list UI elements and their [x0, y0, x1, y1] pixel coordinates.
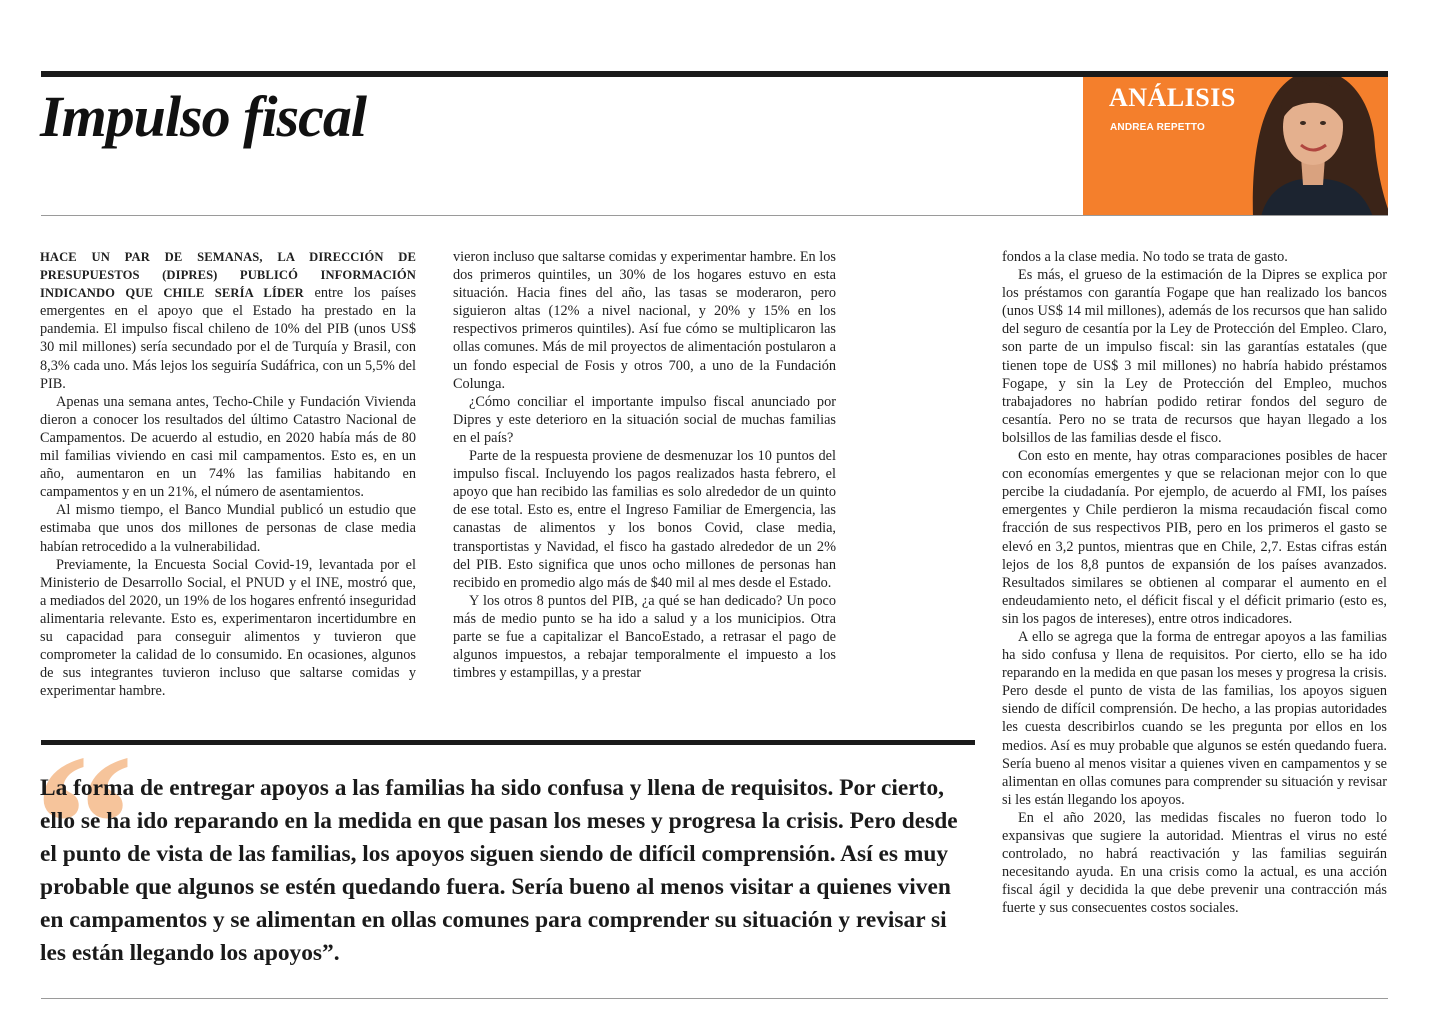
header-rule — [41, 215, 1388, 216]
bottom-rule — [41, 998, 1388, 999]
author-name: ANDREA REPETTO — [1110, 122, 1206, 133]
article-column-1 — [40, 248, 416, 700]
article-paragraph: Parte de la respuesta proviene de desmenuzar los 10 puntos del impulso fiscal. Incluyendo los pagos realizados hasta febrero, el apoyo que han recibido las familias es solo alrededor de un quinto de ese total. Esto es, entre el Ingreso Familiar de Emergencia, las canastas de alimentos y los bonos Covid, clase media, transportistas y Navidad, el fisco ha gastado alrededor de un 2% del PIB. Esto significa que unos ocho millones de personas han recibido en promedio algo más de $40 mil al mes desde el Estado. — [453, 448, 836, 591]
article-paragraph: Es más, el grueso de la estimación de la Dipres se explica por los préstamos con garantía Fogape que han realizado los bancos (unos US$ 14 mil millones), además de los recursos que han salido del seguro de cesantía por la Ley de Protección del Empleo. Claro, son parte de un impulso fiscal: sin las garantías estatales (que tienen tope de US$ 3 mil millones) no habría habido préstamos Fogape, y sin la Ley de Protección del Empleo, muchos trabajadores no habrían podido retirar fondos del seguro de cesantía. Pero no se trata de recursos que hayan llegado a los bolsillos de las familias desde el fisco. — [1002, 267, 1387, 446]
lead-in: HACE UN PAR DE SEMANAS, LA DIRECCIÓN DE PRESUPUESTOS (DIPRES) PUBLICÓ INFORMACIÓN INDICANDO QUE CHILE SERÍA LÍDER — [40, 250, 416, 301]
quote-mark-icon: “ — [34, 714, 134, 935]
article-paragraph: Con esto en mente, hay otras comparaciones posibles de hacer con economías emergentes y que se relacionan mejor con lo que percibe la ciudadanía. Por ejemplo, de acuerdo al FMI, los países emergentes y Chile perdieron la misma recaudación fiscal como fracción de sus respectivos PIB, pero en los primeros el gasto se elevó en 3,2 puntos, mientras que en Chile, 2,7. Estas cifras están lejos de los 8,8 puntos de expansión de los países avanzados. Resultados similares se obtienen al comparar el aumento en el endeudamiento neto, el déficit fiscal y el déficit primario (esto es, sin los pagos de intereses), entre otros indicadores. — [1002, 448, 1387, 627]
article-column-2 — [453, 248, 836, 682]
article-paragraph: En el año 2020, las medidas fiscales no fueron todo lo expansivas que sugiere la autoridad. Mientras el virus no esté controlado, no habrá reactivación y las familias seguirán necesitando ayuda. En una crisis como la actual, es una acción fiscal ágil y decidida la que debe prevenir una contracción más fuerte y sus consecuentes costos sociales. — [1002, 809, 1387, 917]
pull-quote: La forma de entregar apoyos a las familias ha sido confusa y llena de requisitos. Por cierto, ello se ha ido reparando en la medida en que pasan los meses y progresa la crisis. Pero desde el punto de vista de las familias, los apoyos siguen siendo de difícil comprensión. Así es muy probable que algunos se estén quedando fuera. Sería bueno al menos visitar a quienes viven en campamentos y se alimentan en ollas comunes para comprender su situación y revisar si les están llegando los apoyos”. — [40, 775, 958, 966]
article-paragraph: Y los otros 8 puntos del PIB, ¿a qué se han dedicado? Un poco más de medio punto se ha ido a salud y a los municipios. Otra parte se fue a capitalizar el BancoEstado, a retrasar el pago de algunos impuestos, a rebajar temporalmente el impuesto a los timbres y estampillas, y a prestar — [453, 592, 836, 682]
article-paragraph: Apenas una semana antes, Techo-Chile y Fundación Vivienda dieron a conocer los resultados del último Catastro Nacional de Campamentos. De acuerdo al estudio, en 2020 había más de 80 mil familias viviendo en casi mil campamentos. Esto es, en un año, aumentaron en un 74% las familias habitando en campamentos y en un 21%, el número de asentamientos. — [40, 393, 416, 501]
article-paragraph — [40, 248, 416, 393]
author-portrait-icon — [1223, 77, 1388, 215]
article-paragraph: vieron incluso que saltarse comidas y experimentar hambre. En los dos primeros quintiles, un 30% de los hogares estuvo en esta situación. Hacia fines del año, las tasas se moderaron, pero siguieron altas (12% a nivel nacional, y 20% y 15% en los respectivos primeros quintiles). Así fue cómo se multiplicaron las ollas comunes. Más de mil proyectos de alimentación postularon a un fondo especial de Fosis y otros 700, a uno de la Fundación Colunga. — [453, 249, 836, 392]
section-label: ANÁLISIS — [1109, 83, 1236, 112]
article-paragraph: Previamente, la Encuesta Social Covid-19, levantada por el Ministerio de Desarrollo Social, el PNUD y el INE, mostró que, a mediados del 2020, un 19% de los hogares enfrentó inseguridad alimentaria relevante. Esto es, experimentaron incertidumbre en su capacidad para conseguir alimentos y tuvieron que comprometer la calidad de lo consumido. En ocasiones, algunos de sus integrantes tuvieron incluso que saltarse comidas y experimentar hambre. — [40, 556, 416, 700]
pull-quote-rule — [41, 740, 975, 745]
lead-paragraph-text: entre los países emergentes en el apoyo que el Estado ha prestado en la pandemia. El impulso fiscal chileno de 10% del PIB (unos US$ 30 mil millones) sería secundado por el de Turquía y Brasil, con 8,3% cada uno. Más lejos los seguiría Sudáfrica, con un 5,5% del PIB. — [40, 285, 417, 392]
article-paragraph: fondos a la clase media. No todo se trata de gasto. — [1002, 249, 1288, 265]
article-paragraph: Al mismo tiempo, el Banco Mundial publicó un estudio que estimaba que unos dos millones de personas de clase media habían retrocedido a la vulnerabilidad. — [40, 502, 416, 555]
article-paragraph: A ello se agrega que la forma de entregar apoyos a las familias ha sido confusa y llena de requisitos. Por cierto, ello se ha ido reparando en la medida en que pasan los meses y progresa la crisis. Pero desde el punto de vista de las familias, los apoyos siguen siendo de difícil comprensión. De hecho, a las propias autoridades les cuesta describirlos cuando se les pregunta por ellos en los medios. Así es muy probable que algunos se estén quedando fuera. Sería bueno al menos visitar a quienes viven en campamentos y se alimentan en ollas comunes para comprender su situación y revisar si les están llegando los apoyos. — [1002, 628, 1387, 808]
article-column-3 — [1002, 248, 1387, 917]
headline: Impulso fiscal — [40, 84, 366, 149]
article-paragraph: ¿Cómo conciliar el importante impulso fiscal anunciado por Dipres y este deterioro en la situación social de muchas familias en el país? — [453, 393, 836, 446]
analysis-box — [1083, 77, 1388, 215]
